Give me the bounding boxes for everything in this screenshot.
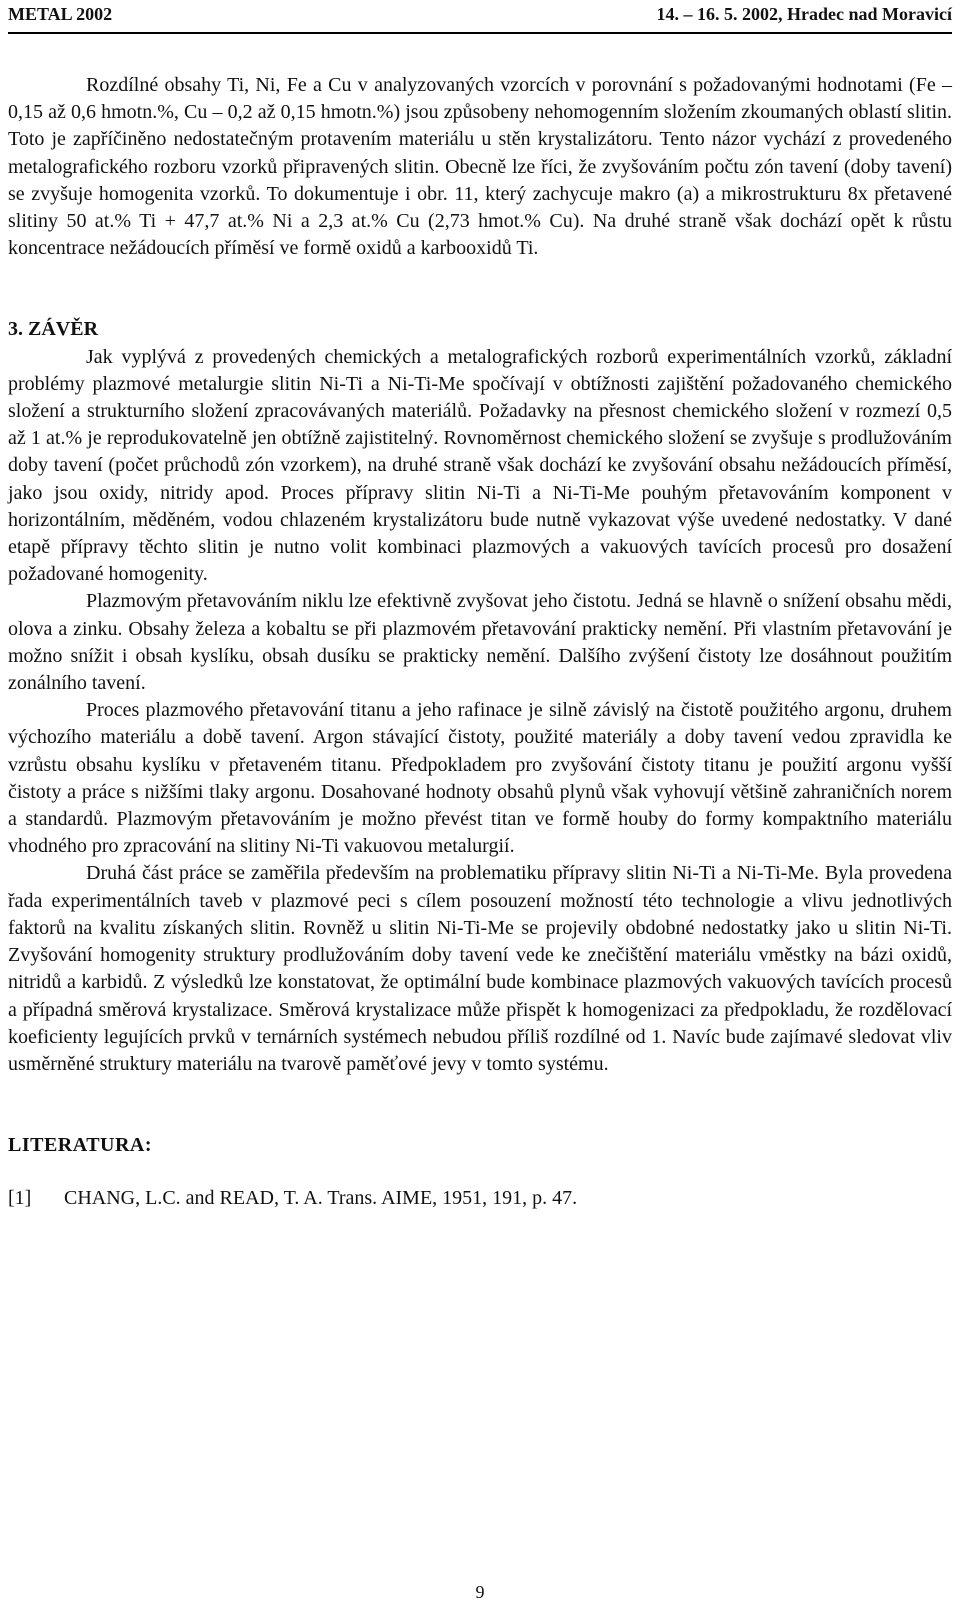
literature-heading: LITERATURA: — [8, 1134, 153, 1157]
section-paragraph: Jak vyplývá z provedených chemických a metalografických rozborů experimentálních vzorků, základní problémy plazmové metalurgie slitin Ni-Ti a Ni-Ti-Me spočívají v obtížnosti zajištění požadovaného chemického složení a strukturního složení zpracovávaných materiálů. Požadavky na přesnost chemického složení v rozmezí 0,5 až 1 at.% je reprodukovatelně jen obtížně zajistitelný. Rovnoměrnost chemického složení se zvyšuje s prodlužováním doby tavení (počet průchodů zón vzorkem), na druhé straně však dochází ke zvyšování obsahu nežádoucích příměsí, jako jsou oxidy, nitridy apod. Proces přípravy slitin Ni-Ti a Ni-Ti-Me pouhým přetavováním komponent v horizontálním, měděném, vodou chlazeném krystalizátoru bude nutně vykazovat výše uvedené nedostatky. V dané etapě přípravy těchto slitin je nutno volit kombinaci plazmových a vakuových tavících procesů pro dosažení požadované homogenity. — [8, 345, 952, 586]
reference-text: CHANG, L.C. and READ, T. A. Trans. AIME, 1951, 191, p. 47. — [64, 1187, 578, 1210]
reference-item — [8, 1185, 952, 1212]
section-paragraph: Proces plazmového přetavování titanu a jeho rafinace je silně závislý na čistotě použitého argonu, druhem výchozího materiálu a době tavení. Argon stávající čistoty, použité materiály a doby tavení vedou zpravidla ke vzrůstu obsahu kyslíku v přetaveném titanu. Předpokladem pro zvyšování čistoty titanu je použití argonu vyšší čistoty a práce s nižšími tlaky argonu. Dosahované hodnoty obsahů plynů však vyhovují většině zahraničních norem a standardů. Plazmovým přetavováním je možno převést titan ve formě houby do formy kompaktního materiálu vhodného pro zpracování na slitiny Ni-Ti vakuovou metalurgií. — [8, 699, 952, 858]
reference-number: [1] — [8, 1187, 32, 1210]
section-paragraph: Plazmovým přetavováním niklu lze efektivně zvyšovat jeho čistotu. Jedná se hlavně o snížení obsahu mědi, olova a zinku. Obsahy železa a kobaltu se při plazmovém přetavování prakticky nemění. Při vlastním přetavování je možno snížit i obsah kyslíku, obsah dusíku se prakticky nemění. Dalšího zvýšení čistoty lze dosáhnout použitím zonálního tavení. — [8, 590, 952, 695]
section-heading-zaver: 3. ZÁVĚR — [8, 318, 99, 341]
header-conference-name: METAL 2002 — [8, 4, 113, 24]
document-body — [8, 72, 952, 1213]
section-paragraph: Druhá část práce se zaměřila především na problematiku přípravy slitin Ni-Ti a Ni-Ti-Me. Byla provedena řada experimentálních taveb v plazmové peci s cílem posouzení možností této technologie a vlivu jednotlivých faktorů na kvalitu získaných slitin. Rovněž u slitin Ni-Ti-Me se projevily obdobné nedostatky jako u slitin Ni-Ti. Zvyšování homogenity struktury prodlužováním doby tavení vede ke znečištění materiálu vměstky na bázi oxidů, nitridů a karbidů. Z výsledků lze konstatovat, že optimální bude kombinace plazmových vakuových tavících procesů a případná směrová krystalizace. Směrová krystalizace může přispět k homogenizaci za předpokladu, že rozdělovací koeficienty legujících prvků v ternárních systémech nebudou příliš rozdílné od 1. Navíc bude zajímavé sledovat vliv usměrněné struktury materiálu na tvarově paměťové jevy v tomto systému. — [8, 862, 952, 1075]
header-date-location: 14. – 16. 5. 2002, Hradec nad Moravicí — [656, 4, 952, 24]
body-paragraph: Rozdílné obsahy Ti, Ni, Fe a Cu v analyzovaných vzorcích v porovnání s požadovanými hodnotami (Fe – 0,15 až 0,6 hmotn.%, Cu – 0,2 až 0,15 hmotn.%) jsou způsobeny nehomogenním složením zkoumaných oblastí slitin. Toto je zapříčiněno nedostatečným protavením materiálu u stěn krystalizátoru. Tento názor vychází z provedeného metalografického rozboru vzorků připravených slitin. Obecně lze říci, že zvyšováním počtu zón tavení (doby tavení) se zvyšuje homogenita vzorků. To dokumentuje i obr. 11, který zachycuje makro (a) a mikrostrukturu 8x přetavené slitiny 50 at.% Ti + 47,7 at.% Ni a 2,3 at.% Cu (2,73 hmot.% Cu). Na druhé straně však dochází opět k růstu koncentrace nežádoucích příměsí ve formě oxidů a karbooxidů Ti. — [8, 74, 952, 260]
page-number: 9 — [475, 1582, 485, 1602]
page-header — [8, 0, 952, 34]
